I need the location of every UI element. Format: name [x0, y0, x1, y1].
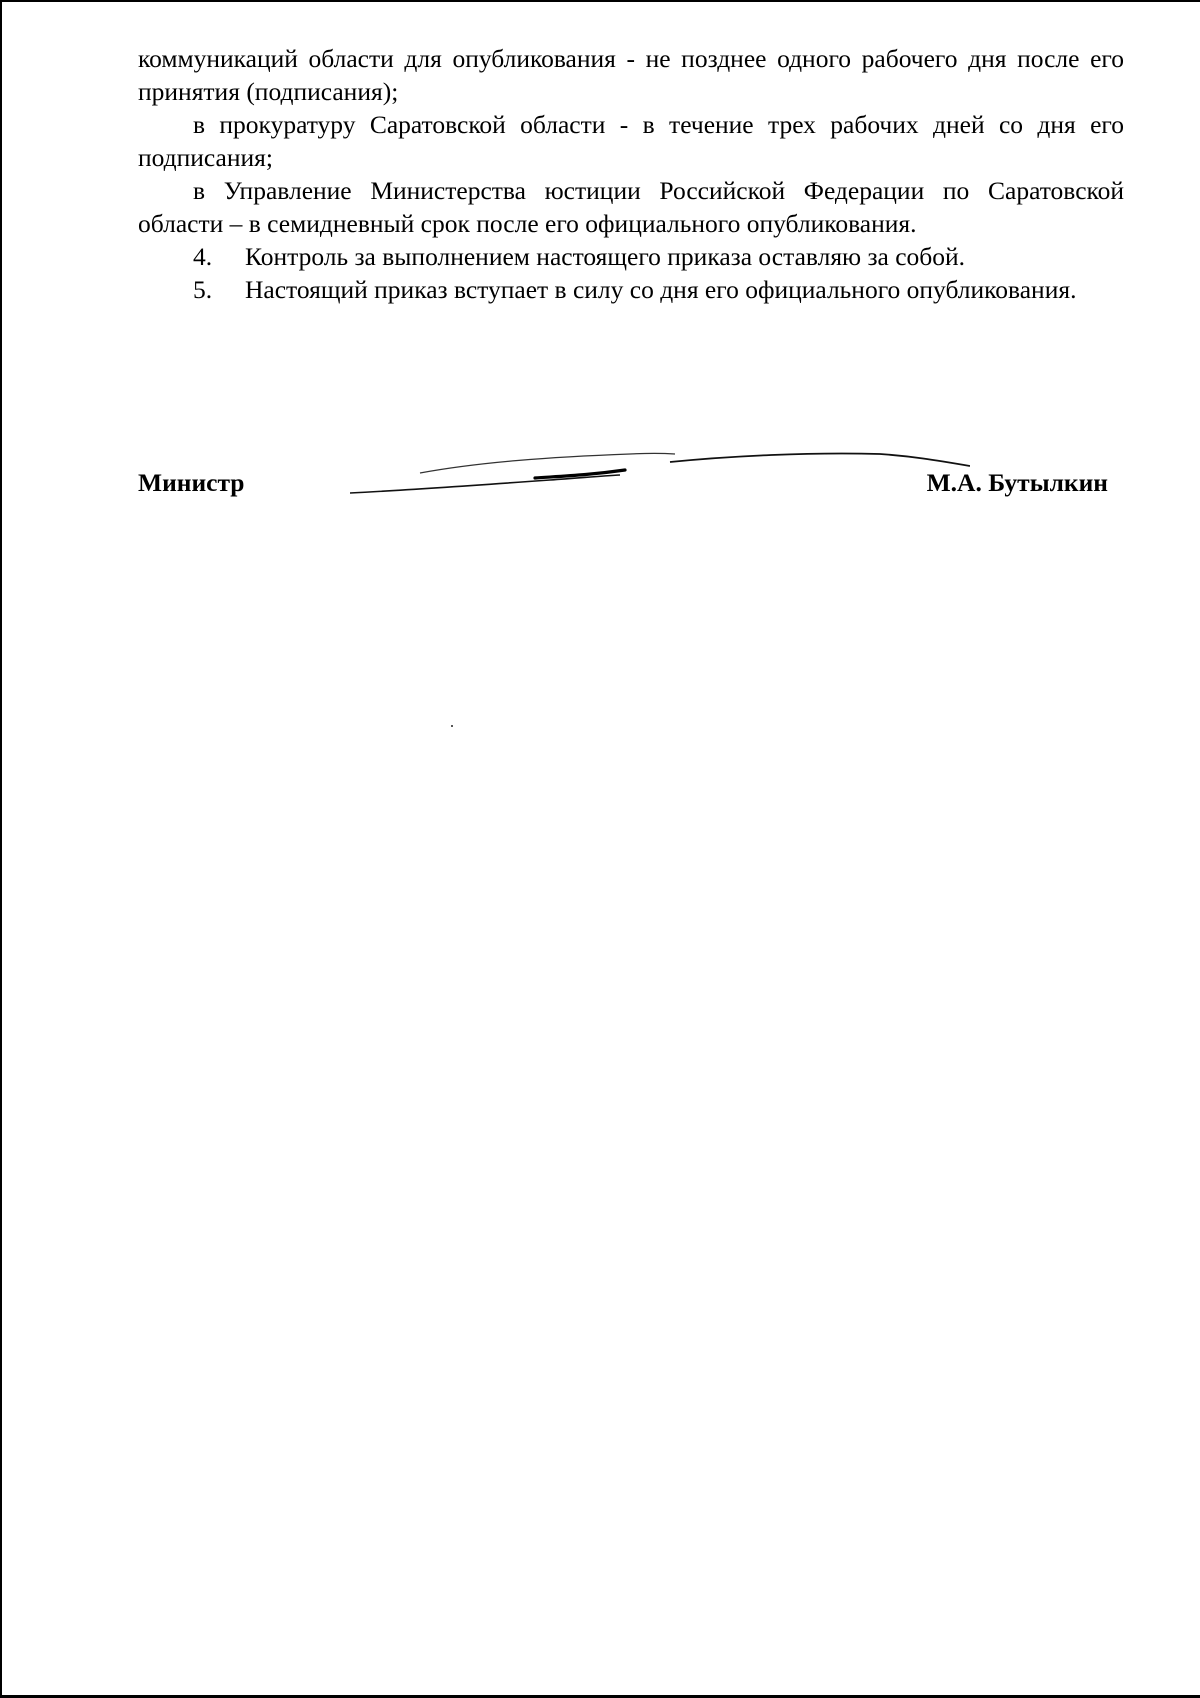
document-body	[138, 42, 1124, 306]
item-4	[193, 240, 1124, 273]
item-5-number: 5.	[193, 275, 213, 304]
signature-row	[138, 468, 1108, 508]
item-4-text: Контроль за выполнением настоящего приказа оставляю за собой.	[245, 242, 966, 271]
paragraph-prosecutor: в прокуратуру Саратовской области - в течение трех рабочих дней со дня его подписания;	[138, 110, 1124, 172]
item-5-text: Настоящий приказ вступает в силу со дня его официального опубликования.	[245, 275, 1077, 304]
signer-title: Министр	[138, 468, 245, 497]
paragraph-continuation: коммуникаций области для опубликования - не позднее одного рабочего дня после его принятия (подписания);	[138, 44, 1124, 106]
paragraph-justice-ministry: в Управление Министерства юстиции Российской Федерации по Саратовской области – в семидневный срок после его официального опубликования.	[138, 176, 1124, 238]
signer-name: М.А. Бутылкин	[926, 468, 1108, 497]
item-5	[138, 273, 1124, 306]
scan-speck	[451, 725, 453, 727]
item-4-number: 4.	[193, 242, 213, 271]
